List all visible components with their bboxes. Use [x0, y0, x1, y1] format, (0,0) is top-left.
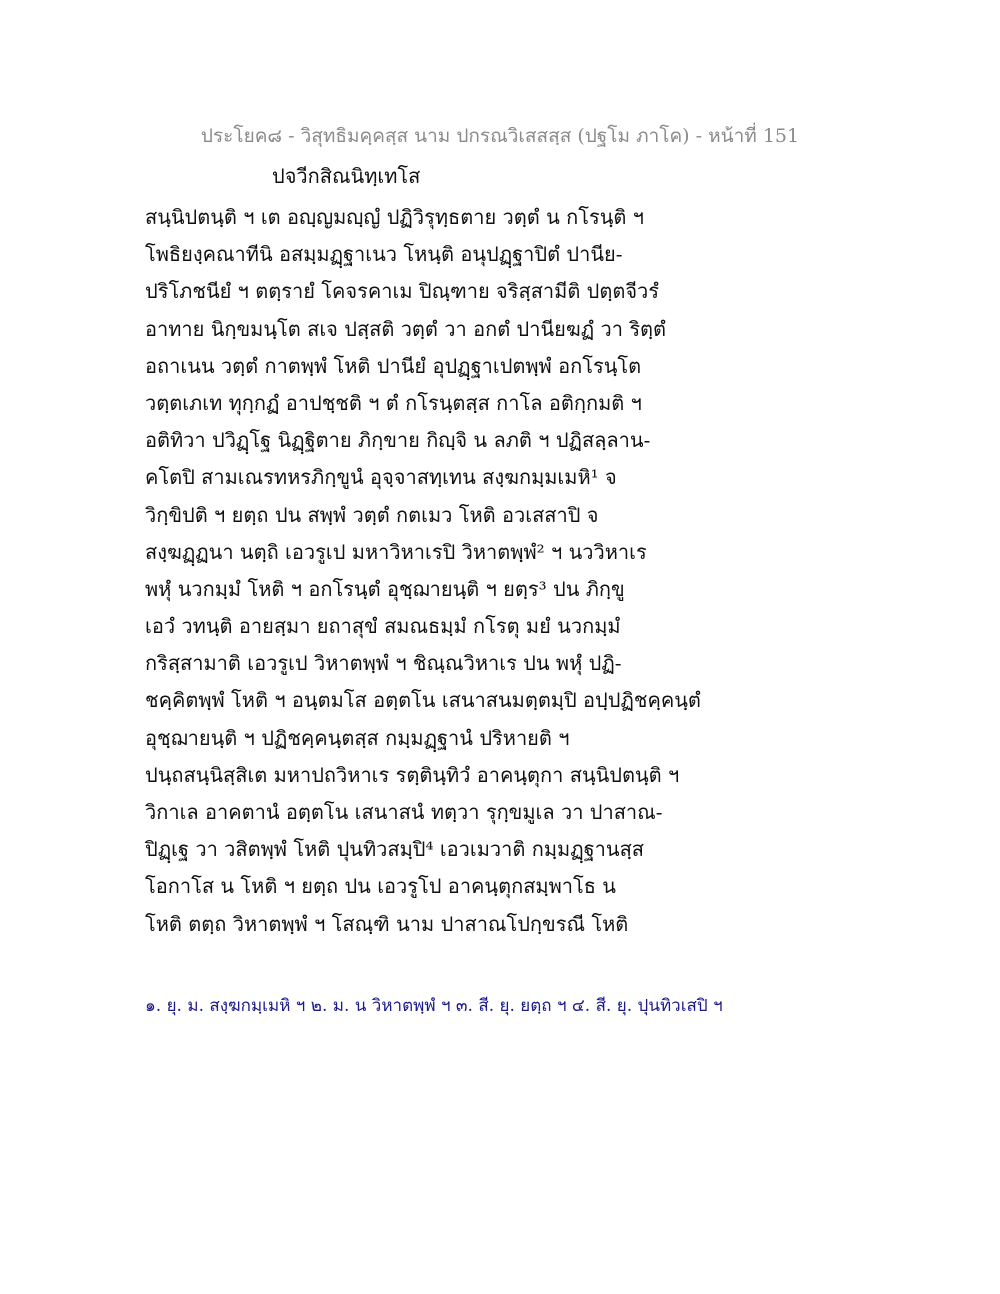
text-line: สนฺนิปตนฺติ ฯ เต อญฺญมญฺญํ ปฏิวิรุทฺธตาย วตฺตํ น กโรนฺติ ฯ — [145, 205, 644, 229]
text-line: วตฺตเภเท ทุกฺกฏํ อาปชฺชติ ฯ ตํ กโรนฺตสฺส กาโล อติกฺกมติ ฯ — [145, 390, 642, 415]
text-line: พหุํ นวกมฺมํ โหติ ฯ อกโรนฺตํ อุชฺฌายนฺติ ฯ ยตฺร³ ปน ภิกฺขู — [145, 576, 625, 601]
text-line: กริสฺสามาติ เอวรูเป วิหาตพฺพํ ฯ ชิณฺณวิหาเร ปน พหุํ ปฏิ- — [145, 651, 622, 676]
text-line: สงฺฆฏฺฏนา นตฺถิ เอวรูเป มหาวิหาเรปิ วิหาตพฺพํ² ฯ นววิหาเร — [145, 539, 647, 564]
text-line: อาทาย นิกฺขมนฺโต สเจ ปสฺสติ วตฺตํ วา อกตํ ปานียฆฏํ วา ริตฺตํ — [145, 316, 667, 341]
text-line: อถาเนน วตฺตํ กาตพฺพํ โหติ ปานียํ อุปฏฺฐาเปตพฺพํ อกโรนฺโต — [145, 353, 642, 378]
text-line: วิกาเล อาคตานํ อตฺตโน เสนาสนํ ทตฺวา รุกฺขมูเล วา ปาสาณ- — [145, 800, 663, 824]
text-line: คโตปิ สามเณรทหรภิกฺขูนํ อุจฺจาสทฺเทน สงฺฆกมฺมเมหิ¹ จ — [145, 465, 617, 490]
section-heading: ปจวีกสิณนิทฺเทโส — [272, 164, 421, 188]
text-line: อติทิวา ปวิฏฺโฐ นิฏฺฐิตาย ภิกฺขาย กิญฺจิ น ลภติ ฯ ปฏิสลฺลาน- — [145, 428, 651, 453]
text-line: อุชฺฌายนฺติ ฯ ปฏิชคฺคนฺตสฺส กมฺมฏฺฐานํ ปริหายติ ฯ — [145, 725, 570, 750]
text-line: ปริโภชนียํ ฯ ตตฺรายํ โคจรคาเม ปิณฺฑาย จริสฺสามีติ ปตฺตจีวรํ — [145, 279, 660, 304]
text-line: ชคฺคิตพฺพํ โหติ ฯ อนฺตมโส อตฺตโน เสนาสนมตฺตมฺปิ อปฺปฏิชคฺคนฺตํ — [145, 688, 701, 713]
body-text — [145, 199, 865, 943]
text-line: วิกฺขิปติ ฯ ยตฺถ ปน สพฺพํ วตฺตํ กตเมว โหติ อวเสสาปิ จ — [145, 502, 599, 527]
text-line: โพธิยงฺคณาทีนิ อสมฺมฏฺฐาเนว โหนฺติ อนุปฏฺฐาปิตํ ปานีย- — [145, 242, 623, 267]
text-line: ปนฺถสนฺนิสฺสิเต มหาปถวิหาเร รตฺตินฺทิวํ อาคนฺตุกา สนฺนิปตนฺติ ฯ — [145, 762, 680, 787]
footnote: ๑. ยุ. ม. สงฺฆกมฺเมหิ ฯ ๒. ม. น วิหาตพฺพํ ฯ ๓. สี. ยุ. ยตฺถ ฯ ๔. สี. ยุ. ปุนทิวเสปิ ฯ — [145, 996, 723, 1016]
text-line: โอกาโส น โหติ ฯ ยตฺถ ปน เอวรูโป อาคนฺตุกสมฺพาโธ น — [145, 874, 616, 899]
text-line: เอวํ วทนฺติ อายสฺมา ยถาสุขํ สมณธมฺมํ กโรตุ มยํ นวกมฺมํ — [145, 614, 621, 639]
running-header: ประโยค๘ - วิสุทธิมคฺคสฺส นาม ปกรณวิเสสสฺส (ปฐโม ภาโค) - หน้าที่ 151 — [200, 125, 800, 147]
text-line: ปิฏฺเฐ วา วสิตพฺพํ โหติ ปุนทิวสมฺปิ⁴ เอวเมวาติ กมฺมฏฺฐานสฺส — [145, 837, 644, 862]
text-line: โหติ ตตฺถ วิหาตพฺพํ ฯ โสณฺฑิ นาม ปาสาณโปกฺขรณี โหติ — [145, 911, 629, 936]
